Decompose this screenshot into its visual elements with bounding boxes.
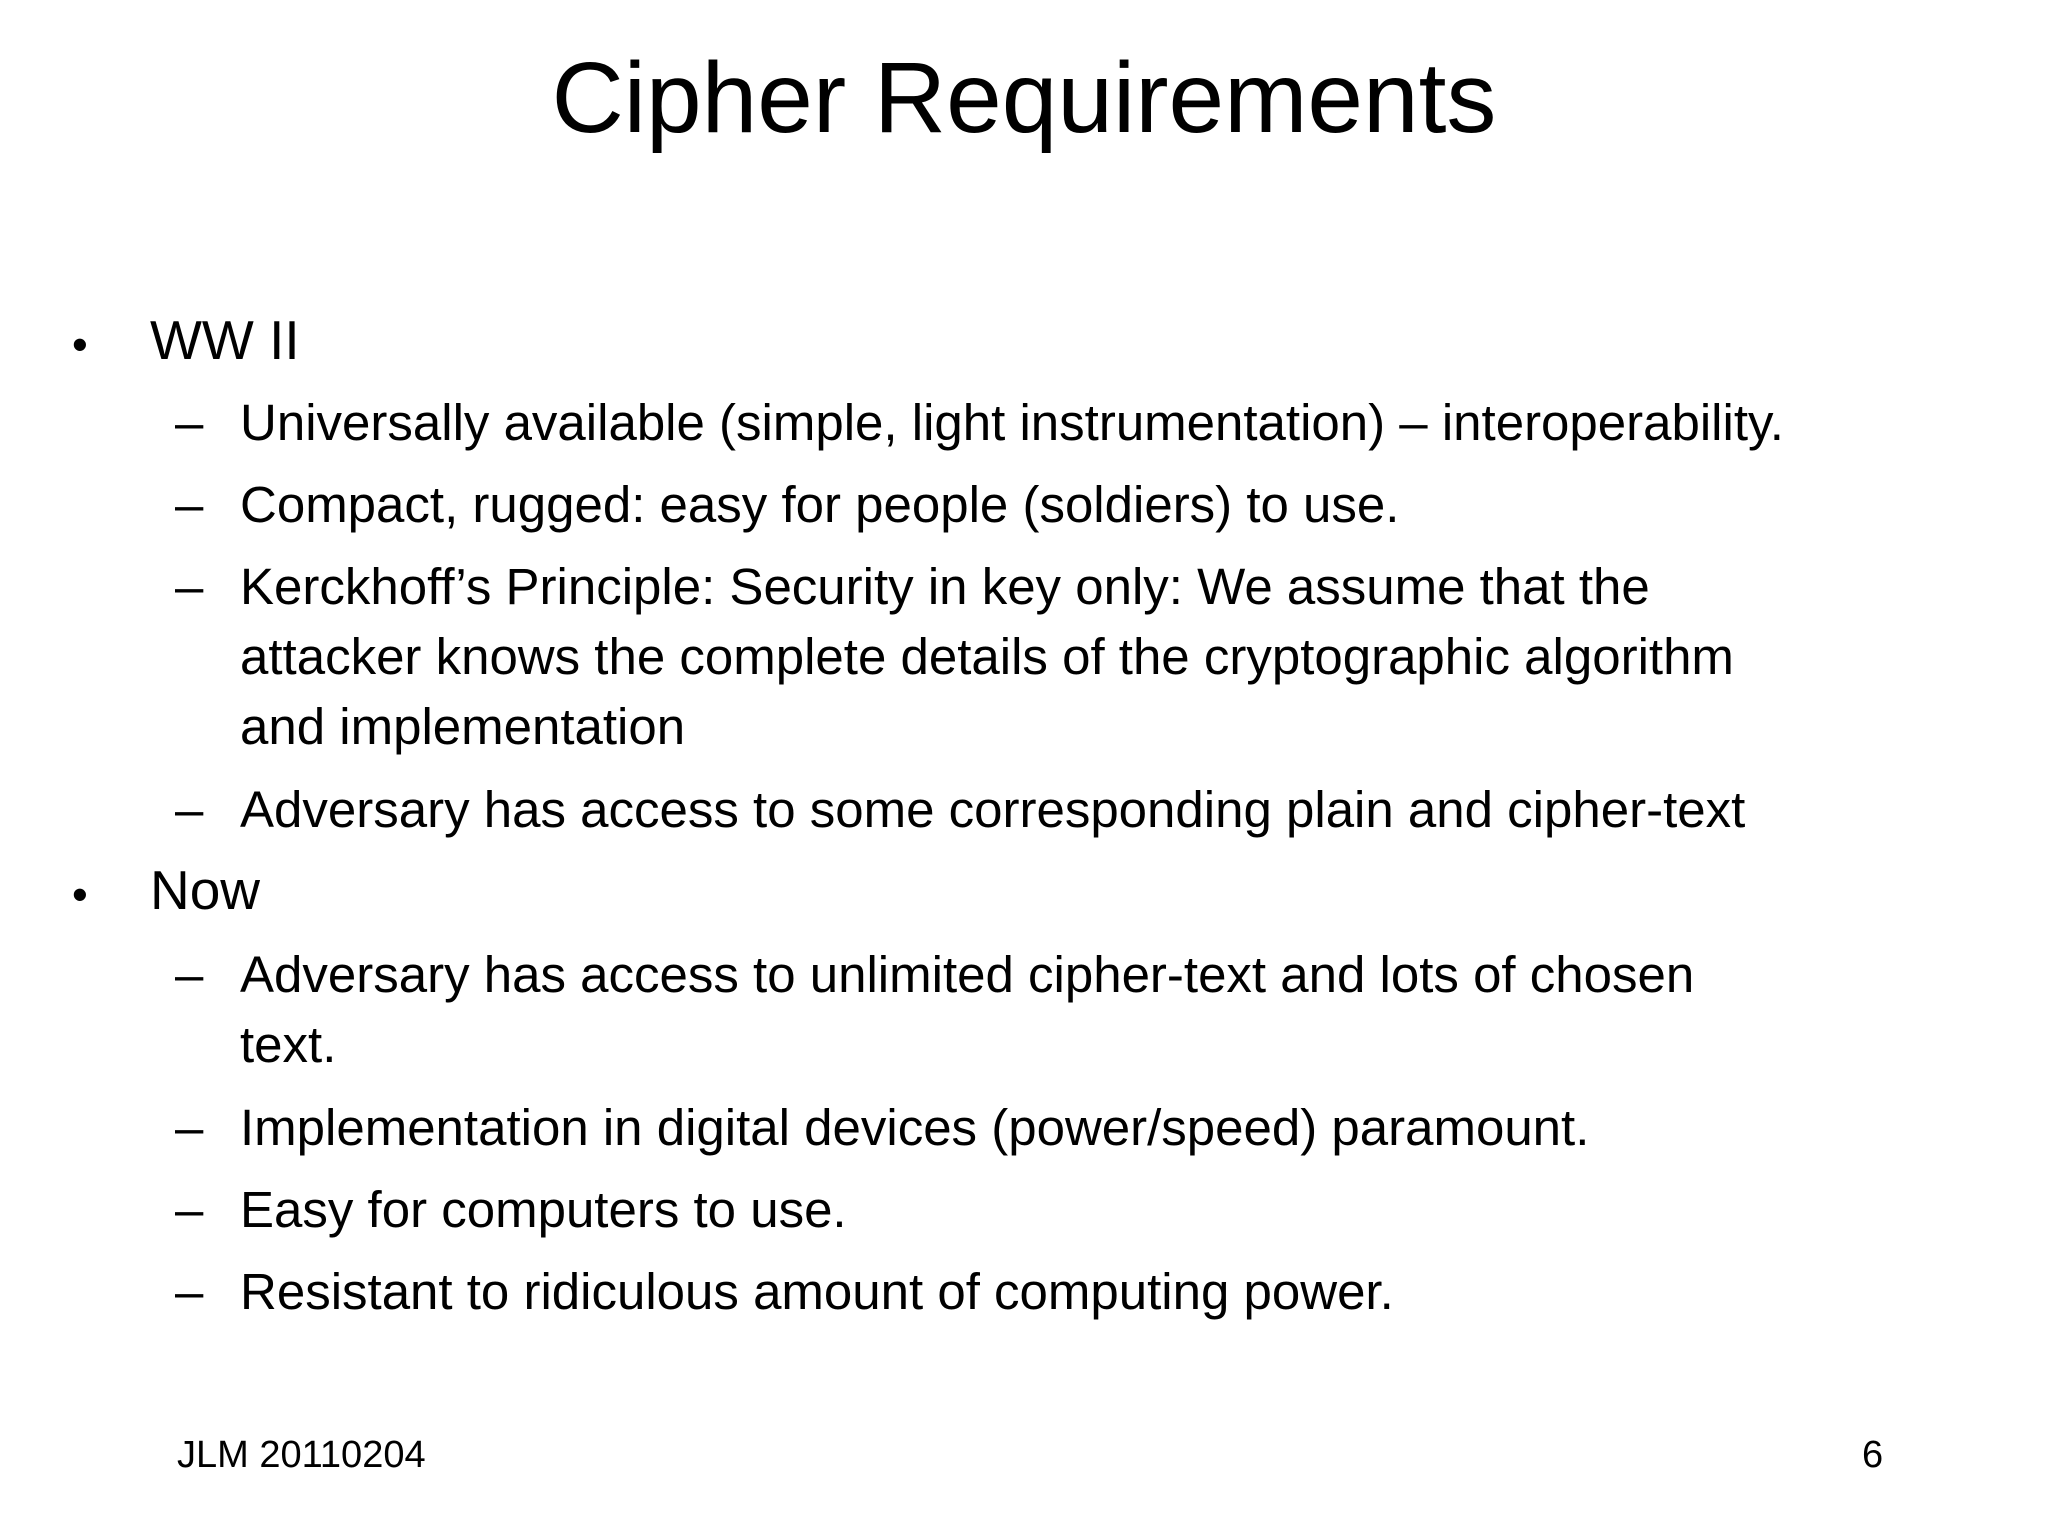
bullet-heading: Now xyxy=(150,859,261,921)
sub-item-text: Adversary has access to some corresponding plain and cipher-text xyxy=(240,781,1746,838)
sub-item-text: Implementation in digital devices (power/speed) paramount. xyxy=(240,1099,1590,1156)
sub-item-text-line-2: attacker knows the complete details of the cryptographic algorithm xyxy=(240,628,1734,685)
dash-marker: – xyxy=(175,1263,204,1320)
sub-item-text: Compact, rugged: easy for people (soldiers) to use. xyxy=(240,476,1400,533)
dash-marker: – xyxy=(175,1099,204,1156)
sub-item-text: Easy for computers to use. xyxy=(240,1181,847,1238)
sub-item-text-line-1: Kerckhoff’s Principle: Security in key only: We assume that the xyxy=(240,558,1650,615)
sub-item-text: Resistant to ridiculous amount of computing power. xyxy=(240,1263,1394,1320)
sub-item-text-line-3: and implementation xyxy=(240,698,686,755)
dash-marker: – xyxy=(175,476,204,533)
sub-item-text-line-1: Adversary has access to unlimited cipher-text and lots of chosen xyxy=(240,946,1695,1003)
slide-number: 6 xyxy=(1862,1434,1884,1476)
sub-item-text: Universally available (simple, light instrumentation) – interoperability. xyxy=(240,394,1784,451)
sub-item-text-line-2: text. xyxy=(240,1016,337,1073)
dash-marker: – xyxy=(175,946,204,1003)
slide-title: Cipher Requirements xyxy=(551,42,1497,154)
dash-marker: – xyxy=(175,558,204,615)
dash-marker: – xyxy=(175,1181,204,1238)
bullet-marker: • xyxy=(72,869,88,920)
dash-marker: – xyxy=(175,781,204,838)
bullet-marker: • xyxy=(72,319,88,370)
bullet-heading: WW II xyxy=(150,309,300,371)
dash-marker: – xyxy=(175,394,204,451)
footer-left-label: JLM 20110204 xyxy=(177,1434,426,1476)
